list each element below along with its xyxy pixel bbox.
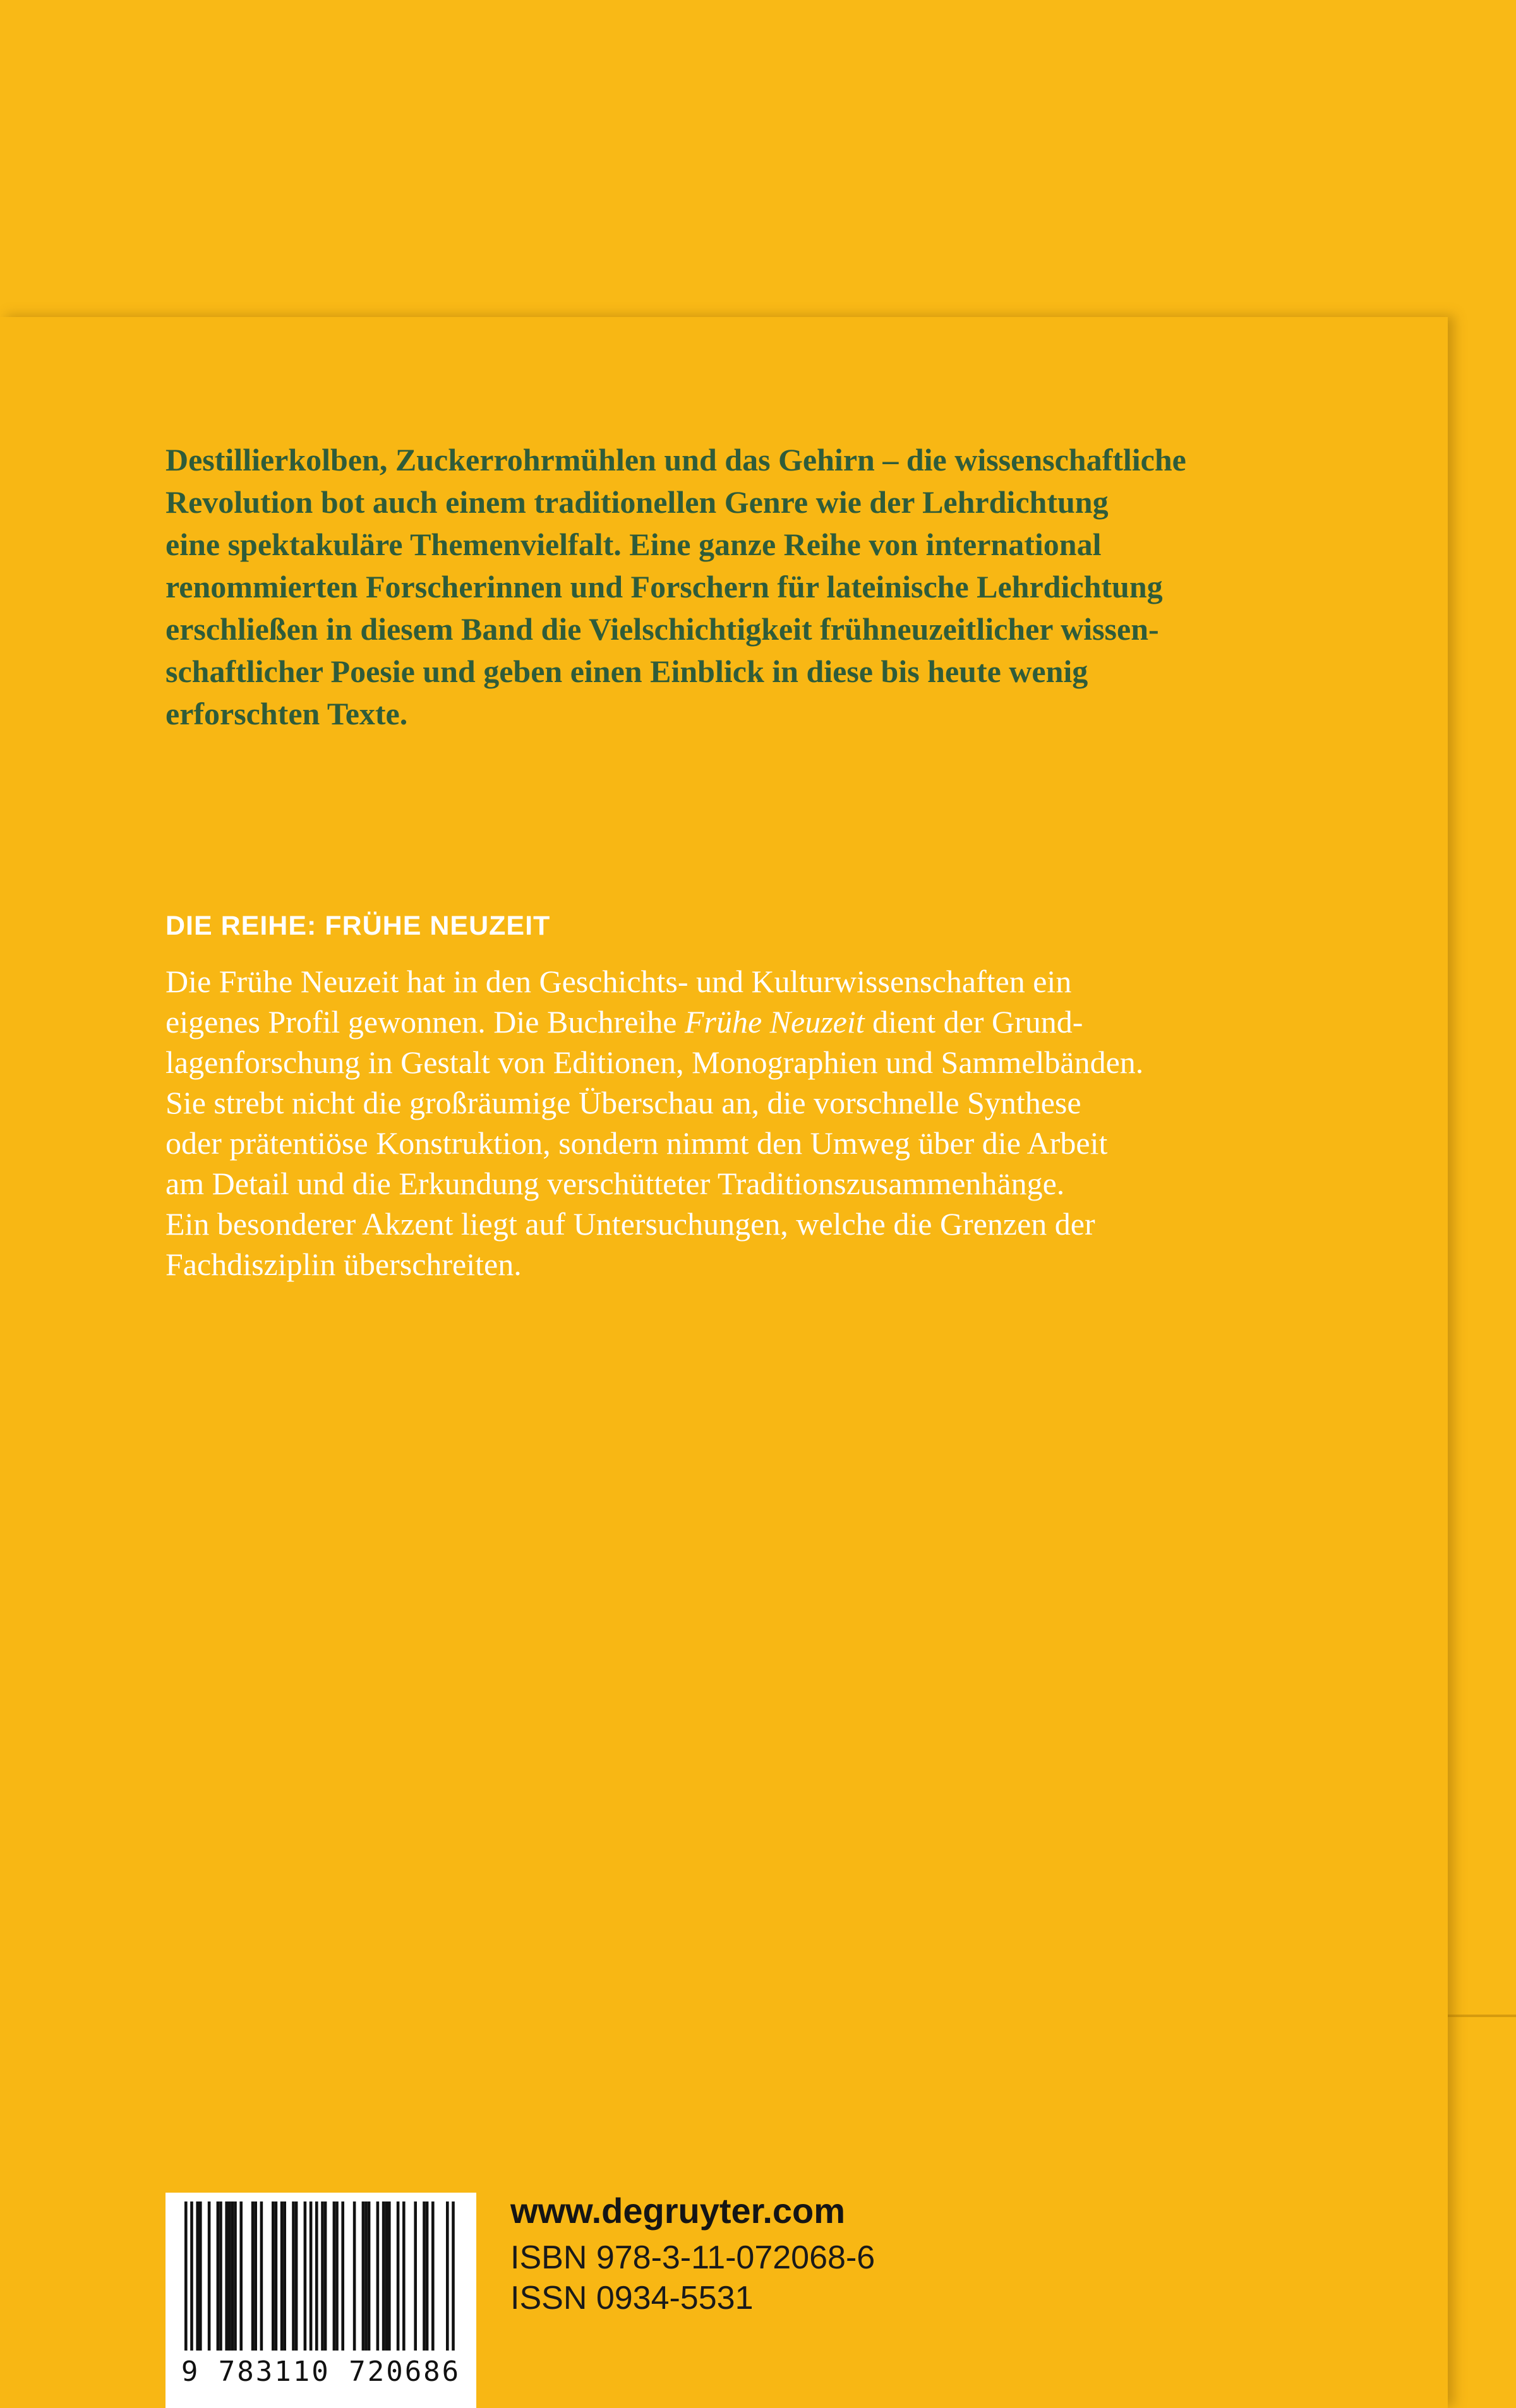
barcode-bar: [196, 2201, 199, 2351]
series-line: oder prätentiöse Konstruktion, sondern nimmt den Umweg über die Arbeit: [165, 1125, 1108, 1161]
barcode-bar: [292, 2201, 295, 2351]
barcode-bar: [228, 2201, 231, 2351]
barcode-bar: [385, 2201, 388, 2351]
barcode-bar: [452, 2201, 455, 2351]
barcode-bar: [426, 2201, 429, 2351]
barcode-bar: [431, 2201, 435, 2351]
barcode-bar: [234, 2201, 237, 2351]
barcode-bar: [341, 2201, 344, 2351]
flap-edge: [1448, 2015, 1516, 2017]
series-line: am Detail und die Erkundung verschütteter Traditionszusammenhänge.: [165, 1166, 1065, 1201]
isbn-barcode: [165, 2193, 476, 2408]
barcode-bar: [414, 2201, 417, 2351]
series-heading: DIE REIHE: FRÜHE NEUZEIT: [165, 911, 551, 941]
barcode-bar: [388, 2201, 391, 2351]
barcode-bar: [376, 2201, 380, 2351]
barcode-bars: [165, 2193, 476, 2358]
issn-number: ISSN 0934-5531: [510, 2280, 754, 2316]
publisher-website: www.degruyter.com: [510, 2191, 846, 2231]
barcode-bar: [184, 2201, 188, 2351]
barcode-bar: [315, 2201, 318, 2351]
barcode-bar: [304, 2201, 307, 2351]
barcode-bar: [382, 2201, 385, 2351]
series-line: Sie strebt nicht die großräumige Überschau an, die vorschnelle Synthese: [165, 1085, 1081, 1120]
barcode-bar: [199, 2201, 202, 2351]
barcode-bar: [283, 2201, 286, 2351]
barcode-bar: [333, 2201, 336, 2351]
barcode-bar: [423, 2201, 426, 2351]
series-line: Ein besonderer Akzent liegt auf Untersuchungen, welche die Grenzen der: [165, 1206, 1095, 1242]
blurb-line: eine spektakuläre Themenvielfalt. Eine ganze Reihe von international: [165, 527, 1102, 562]
barcode-bar: [239, 2201, 243, 2351]
barcode-bar: [310, 2201, 313, 2351]
barcode-bar: [295, 2201, 298, 2351]
barcode-bar: [353, 2201, 356, 2351]
series-line: Die Frühe Neuzeit hat in den Geschichts- und Kulturwissenschaften ein: [165, 964, 1072, 999]
barcode-bar: [275, 2201, 278, 2351]
blurb-line: schaftlicher Poesie und geben einen Einblick in diese bis heute wenig: [165, 654, 1088, 689]
blurb-line: Revolution bot auch einem traditionellen Genre wie der Lehrdichtung: [165, 484, 1109, 520]
barcode-bar: [321, 2201, 324, 2351]
blurb-line: renommierten Forscherinnen und Forschern für lateinische Lehrdichtung: [165, 569, 1163, 604]
series-description: [165, 961, 1340, 1285]
series-line: [165, 1002, 1340, 1042]
barcode-bar: [280, 2201, 284, 2351]
barcode-bar: [364, 2201, 368, 2351]
book-blurb: [165, 439, 1340, 735]
series-line: Fachdisziplin überschreiten.: [165, 1247, 522, 1282]
barcode-bar: [446, 2201, 449, 2351]
isbn-number: ISBN 978-3-11-072068-6: [510, 2239, 875, 2276]
series-line: lagenforschung in Gestalt von Editionen, Monographien und Sammelbänden.: [165, 1045, 1144, 1080]
series-title-italic: Frühe Neuzeit: [684, 1004, 865, 1039]
barcode-bar: [335, 2201, 339, 2351]
barcode-bar: [225, 2201, 228, 2351]
series-line-text: dient der Grund-: [864, 1004, 1083, 1039]
barcode-bar: [208, 2201, 211, 2351]
series-line-text: eigenes Profil gewonnen. Die Buchreihe: [165, 1004, 685, 1039]
barcode-bar: [251, 2201, 255, 2351]
barcode-bar: [362, 2201, 365, 2351]
blurb-line: erforschten Texte.: [165, 696, 408, 731]
barcode-bar: [231, 2201, 234, 2351]
barcode-bar: [190, 2201, 193, 2351]
blurb-line: Destillierkolben, Zuckerrohrmühlen und das Gehirn – die wissenschaftliche: [165, 442, 1186, 477]
barcode-digits: 9 783110 720686: [181, 2356, 461, 2388]
barcode-bar: [272, 2201, 275, 2351]
barcode-bar: [254, 2201, 257, 2351]
barcode-bar: [217, 2201, 220, 2351]
barcode-bar: [219, 2201, 222, 2351]
barcode-bar: [402, 2201, 406, 2351]
blurb-line: erschließen in diesem Band die Vielschichtigkeit frühneuzeitlicher wissen-: [165, 611, 1159, 647]
barcode-bar: [260, 2201, 263, 2351]
barcode-bar: [324, 2201, 327, 2351]
barcode-bar: [397, 2201, 400, 2351]
barcode-bar: [368, 2201, 371, 2351]
